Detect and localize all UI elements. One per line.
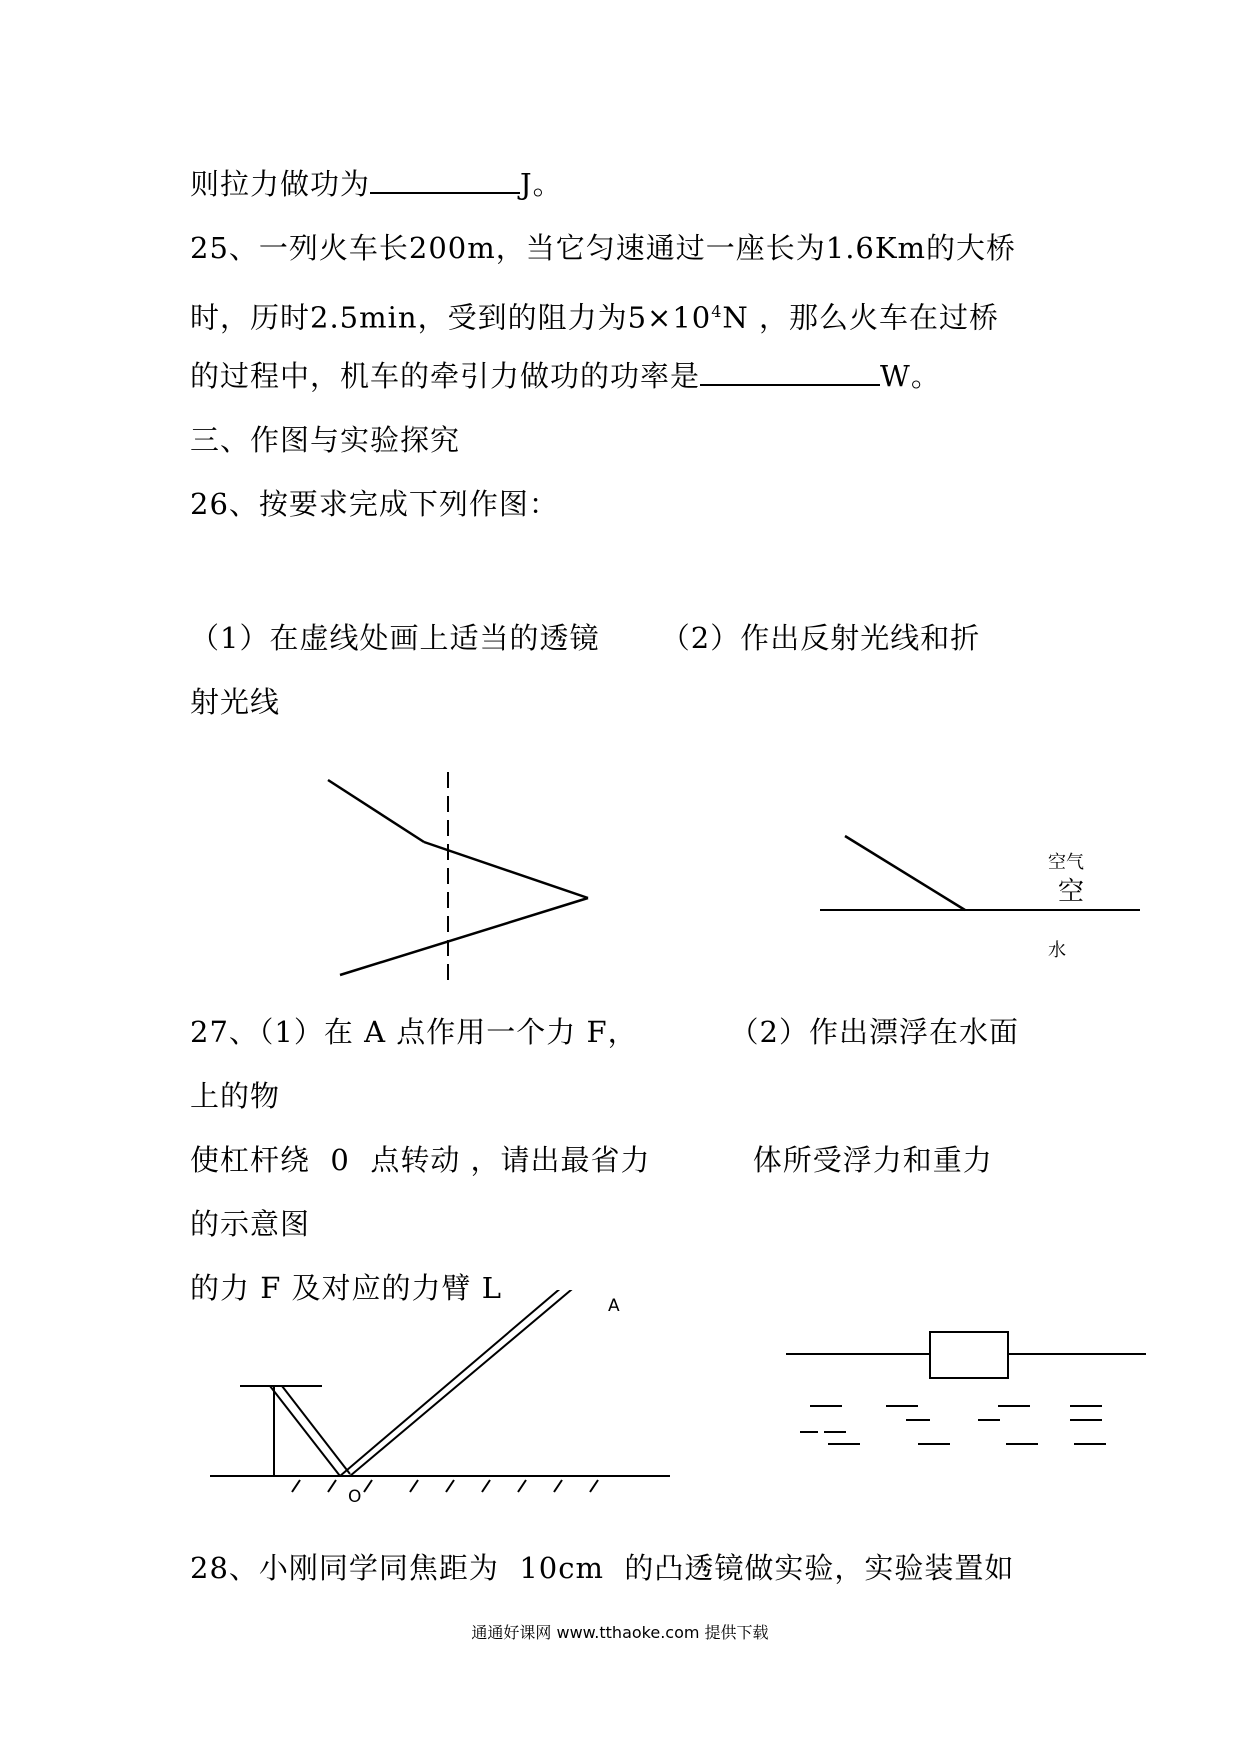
line-q25-3: 的过程中，机车的牵引力做功的功率是 W。	[190, 356, 941, 396]
line-q26-parts: （1）在虚线处画上适当的透镜 （2）作出反射光线和折	[190, 621, 981, 655]
lens-figure	[300, 770, 620, 990]
lower-ray	[340, 898, 588, 975]
water-waves	[800, 1406, 1106, 1444]
lever-figure	[200, 1290, 680, 1510]
line-q27-1: 27、（1）在 A 点作用一个力 F， （2）作出漂浮在水面	[190, 1015, 1019, 1049]
line-q28: 28、小刚同学同焦距为 10cm 的凸透镜做实验，实验装置如	[190, 1551, 1015, 1585]
incident-ray	[845, 836, 965, 910]
lever-left-arm	[270, 1386, 340, 1476]
water-label: 水	[1048, 940, 1066, 961]
section-heading: 三、作图与实验探究	[190, 423, 461, 457]
line-q26: 26、按要求完成下列作图：	[190, 487, 559, 521]
air-label: 空气	[1048, 852, 1084, 873]
answer-blank-work[interactable]	[370, 164, 520, 194]
point-a-label: A	[608, 1296, 620, 1316]
line-q26-parts-2: 射光线	[190, 685, 281, 719]
floating-block-figure	[780, 1310, 1160, 1460]
line-q27-5: 的力 F 及对应的力臂 L	[190, 1271, 503, 1305]
line-work-question: 则拉力做功为 J。	[190, 164, 563, 204]
line-q27-3: 使杠杆绕 0 点转动 ，请出最省力 体所受浮力和重力	[190, 1143, 993, 1177]
answer-blank-power[interactable]	[700, 356, 880, 386]
line-q27-4: 的示意图	[190, 1207, 311, 1241]
floating-block	[930, 1332, 1008, 1378]
line-q27-2: 上的物	[190, 1079, 281, 1113]
line-q25-2: 时，历时2.5min，受到的阻力为$5\times 10^4N$ ，那么火车在过桥	[190, 300, 1000, 335]
refraction-figure	[800, 810, 1160, 980]
page-footer: 通通好课网 www.tthaoke.com 提供下载	[471, 1623, 769, 1642]
ground-hatches	[292, 1480, 598, 1492]
line-q25-1: 25、一列火车长200m，当它匀速通过一座长为1.6Km的大桥	[190, 231, 1017, 265]
point-o-label: O	[348, 1487, 362, 1507]
air-label-large: 空	[1058, 877, 1085, 907]
